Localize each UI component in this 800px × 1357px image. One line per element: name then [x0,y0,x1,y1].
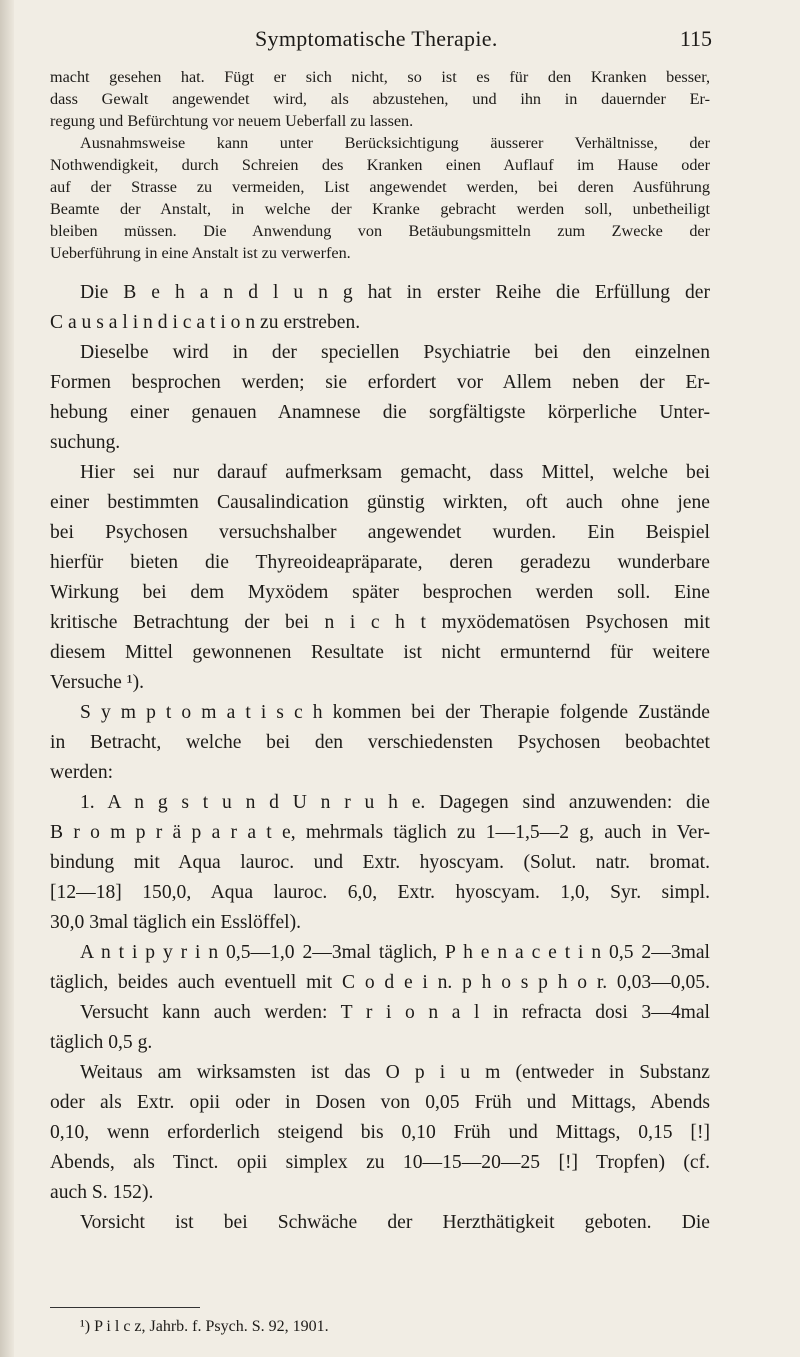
running-head-title: Symptomatische Therapie. [255,26,498,51]
text-line: werden: [50,762,114,783]
text-line: täglich, beides auch eventuell mit C o d e i n. p h o s p h o r. 0,03—0,05. [50,972,710,993]
text-line: bei Psychosen versuchshalber angewendet wurden. Ein Beispiel [50,522,710,543]
text-line: macht gesehen hat. Fügt er sich nicht, so ist es für den Kranken besser, [50,68,710,86]
text-line: Weitaus am wirksamsten ist das O p i u m (entweder in Substanz [80,1062,710,1083]
text-line: in Betracht, welche bei den verschiedensten Psychosen beobachtet [50,732,710,753]
text-line: [12—18] 150,0, Aqua lauroc. 6,0, Extr. hyoscyam. 1,0, Syr. simpl. [50,882,710,903]
text-line: 1. A n g s t u n d U n r u h e. Dagegen sind anzuwenden: die [80,792,710,813]
text-line: bindung mit Aqua lauroc. und Extr. hyoscyam. (Solut. natr. bromat. [50,852,710,873]
text-line: hebung einer genauen Anamnese die sorgfältigste körperliche Unter- [50,402,710,423]
text-line: Wirkung bei dem Myxödem später besprochen werden soll. Eine [50,582,710,603]
text-line: auch S. 152). [50,1182,154,1203]
text-line: Die B e h a n d l u n g hat in erster Reihe die Erfüllung der [80,282,710,303]
text-line: S y m p t o m a t i s c h kommen bei der Therapie folgende Zustände [80,702,710,723]
text-line: täglich 0,5 g. [50,1032,153,1053]
text-line: Vorsicht ist bei Schwäche der Herzthätigkeit geboten. Die [80,1212,710,1233]
text-line: Beamte der Anstalt, in welche der Kranke gebracht werden soll, unbetheiligt [50,200,710,218]
footnote-divider [50,1307,200,1308]
text-line: Nothwendigkeit, durch Schreien des Kranken einen Auflauf im Hause oder [50,156,710,174]
text-line: kritische Betrachtung der bei n i c h t myxödematösen Psychosen mit [50,612,710,633]
text-line: B r o m p r ä p a r a t e, mehrmals täglich zu 1—1,5—2 g, auch in Ver- [50,822,710,843]
text-line: Dieselbe wird in der speciellen Psychiatrie bei den einzelnen [80,342,710,363]
text-line: diesem Mittel gewonnenen Resultate ist nicht ermunternd für weitere [50,642,710,663]
text-line: oder als Extr. opii oder in Dosen von 0,05 Früh und Mittags, Abends [50,1092,710,1113]
text-line: Abends, als Tinct. opii simplex zu 10—15—20—25 [!] Tropfen) (cf. [50,1152,710,1173]
text-line: hierfür bieten die Thyreoideapräparate, deren geradezu wunderbare [50,552,710,573]
text-line: Formen besprochen werden; sie erfordert vor Allem neben der Er- [50,372,710,393]
text-line: Versuche ¹). [50,672,145,693]
text-line: A n t i p y r i n 0,5—1,0 2—3mal täglich, P h e n a c e t i n 0,5 2—3mal [80,942,710,963]
footnote: ¹) P i l c z, Jahrb. f. Psych. S. 92, 1901. [80,1318,329,1335]
text-line: Hier sei nur darauf aufmerksam gemacht, dass Mittel, welche bei [80,462,710,483]
text-line: 30,0 3mal täglich ein Esslöffel). [50,912,302,933]
text-line: dass Gewalt angewendet wird, als abzustehen, und ihn in dauernder Er- [50,90,710,108]
text-line: C a u s a l i n d i c a t i o n zu erstreben. [50,312,361,333]
text-line: Ausnahmsweise kann unter Berücksichtigung äusserer Verhältnisse, der [80,134,710,152]
running-head [0,26,800,56]
text-line: bleiben müssen. Die Anwendung von Betäubungsmitteln zum Zwecke der [50,222,710,240]
text-line: einer bestimmten Causalindication günstig wirkten, oft auch ohne jene [50,492,710,513]
text-line: suchung. [50,432,121,453]
page-binding-edge [0,0,14,1357]
text-line: Versucht kann auch werden: T r i o n a l in refracta dosi 3—4mal [80,1002,710,1023]
text-line: auf der Strasse zu vermeiden, List angewendet werden, bei deren Ausführung [50,178,710,196]
page-number: 115 [679,26,712,51]
text-line: 0,10, wenn erforderlich steigend bis 0,10 Früh und Mittags, 0,15 [!] [50,1122,710,1143]
text-line: Ueberführung in eine Anstalt ist zu verwerfen. [50,244,351,262]
text-line: regung und Befürchtung vor neuem Ueberfall zu lassen. [50,112,414,130]
